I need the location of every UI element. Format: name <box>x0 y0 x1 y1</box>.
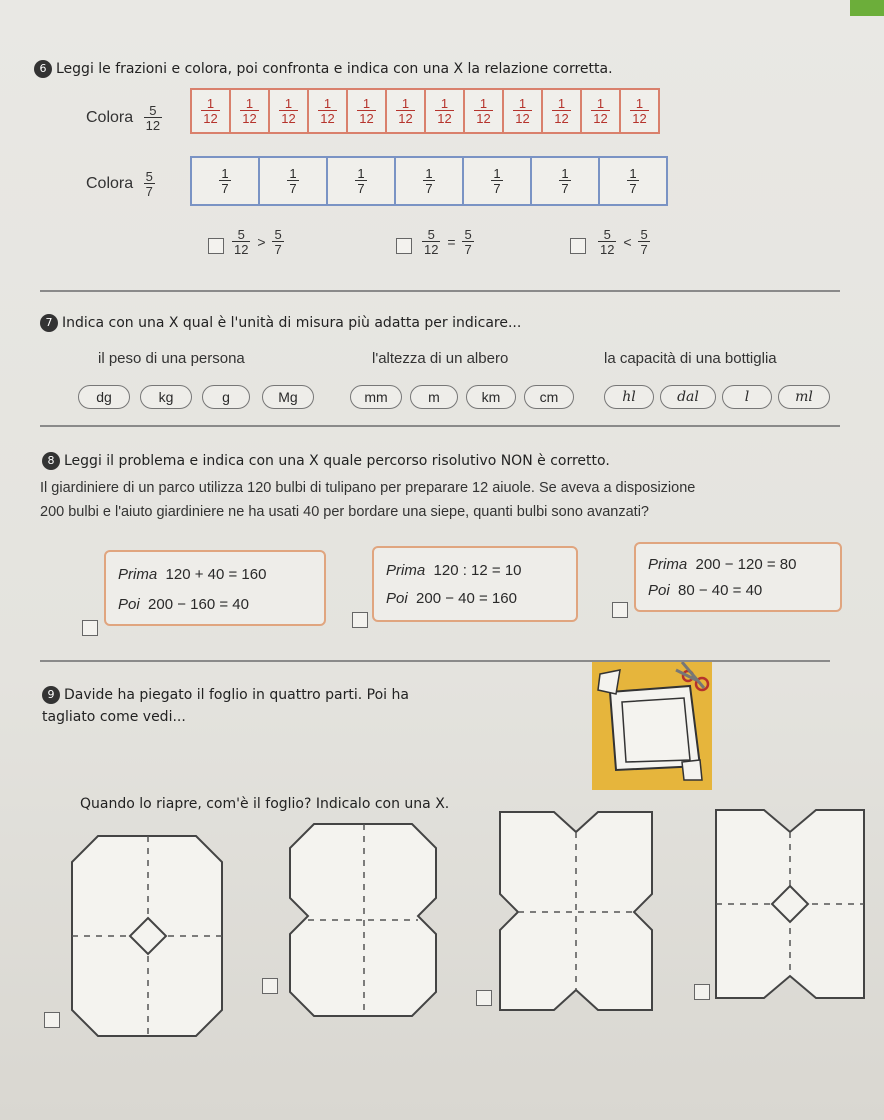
unit-fraction <box>279 97 297 125</box>
section-divider <box>40 290 840 292</box>
solution-checkbox-3[interactable] <box>612 602 628 618</box>
denominator: 12 <box>234 242 249 257</box>
twelfths-strip <box>190 88 658 134</box>
denominator: 12 <box>242 111 257 126</box>
fraction-b <box>638 228 649 256</box>
step-then <box>118 596 249 613</box>
denominator: 7 <box>629 181 637 196</box>
seventh-cell[interactable] <box>394 156 464 206</box>
numerator: 5 <box>427 227 435 242</box>
unit-option-capacity[interactable]: hl <box>604 385 654 409</box>
target-fraction-12 <box>144 104 162 132</box>
denominator: 7 <box>425 181 433 196</box>
problem-line-1: Il giardiniere di un parco utilizza 120 bulbi di tulipano per preparare 12 aiuole. Se aveva a disposizione <box>40 480 696 496</box>
denominator: 12 <box>437 111 452 126</box>
step-expression: 120 + 40 = 160 <box>165 566 267 583</box>
step-expression: 80 − 40 = 40 <box>678 582 763 599</box>
step-label: Poi <box>118 596 140 613</box>
twelfth-cell[interactable] <box>346 88 387 134</box>
numerator: 1 <box>479 96 488 111</box>
unit-fraction <box>591 97 609 125</box>
category-capacity: la capacità di una bottiglia <box>604 350 777 367</box>
numerator: 5 <box>149 103 157 118</box>
denominator: 12 <box>281 111 296 126</box>
twelfth-cell[interactable] <box>190 88 231 134</box>
unit-fraction <box>559 167 570 195</box>
twelfth-cell[interactable] <box>463 88 504 134</box>
exercise-number-badge: 9 <box>42 686 60 704</box>
unit-option-weight[interactable]: kg <box>140 385 192 409</box>
exercise-number-badge: 7 <box>40 314 58 332</box>
unit-option-length[interactable]: mm <box>350 385 402 409</box>
denominator: 12 <box>203 111 218 126</box>
unit-option-length[interactable]: cm <box>524 385 574 409</box>
unit-fraction <box>357 97 375 125</box>
unit-option-weight[interactable]: g <box>202 385 250 409</box>
denominator: 12 <box>398 111 413 126</box>
unit-fraction <box>435 97 453 125</box>
unit-option-capacity[interactable]: l <box>722 385 772 409</box>
compare-checkbox-equal[interactable] <box>396 238 412 254</box>
denominator: 7 <box>221 181 229 196</box>
step-first <box>118 566 266 583</box>
step-expression: 200 − 120 = 80 <box>695 556 797 573</box>
denominator: 7 <box>561 181 569 196</box>
twelfth-cell[interactable] <box>619 88 660 134</box>
unit-fraction <box>491 167 502 195</box>
fraction-b <box>462 228 473 256</box>
denominator: 7 <box>357 181 365 196</box>
seventh-cell[interactable] <box>598 156 668 206</box>
exercise-8-title: Leggi il problema e indica con una X quale percorso risolutivo NON è corretto. <box>64 453 610 469</box>
unit-fraction <box>201 97 219 125</box>
numerator: 1 <box>629 166 637 181</box>
unit-fraction <box>630 97 648 125</box>
numerator: 5 <box>274 227 282 242</box>
solution-checkbox-2[interactable] <box>352 612 368 628</box>
numerator: 5 <box>640 227 648 242</box>
numerator: 1 <box>596 96 605 111</box>
twelfth-cell[interactable] <box>385 88 426 134</box>
denominator: 12 <box>145 118 161 133</box>
shape-checkbox-c[interactable] <box>476 990 492 1006</box>
numerator: 1 <box>425 166 433 181</box>
step-first <box>648 556 796 573</box>
step-then <box>386 590 517 607</box>
step-label: Poi <box>648 582 670 599</box>
seventh-cell[interactable] <box>326 156 396 206</box>
numerator: 1 <box>440 96 449 111</box>
compare-option-equal <box>422 228 474 256</box>
numerator: 1 <box>518 96 527 111</box>
unit-fraction <box>627 167 638 195</box>
seventh-cell[interactable] <box>530 156 600 206</box>
denominator: 12 <box>320 111 335 126</box>
twelfth-cell[interactable] <box>541 88 582 134</box>
numerator: 1 <box>206 96 215 111</box>
colora-label-2 <box>86 170 155 198</box>
compare-option-less <box>598 228 650 256</box>
step-first <box>386 562 522 579</box>
shape-checkbox-b[interactable] <box>262 978 278 994</box>
unit-fraction <box>396 97 414 125</box>
denominator: 7 <box>493 181 501 196</box>
exercise-9-question: Quando lo riapre, com'è il foglio? Indicalo con una X. <box>80 796 450 812</box>
colora-text: Colora <box>86 175 134 193</box>
step-then <box>648 582 762 599</box>
numerator: 1 <box>289 166 297 181</box>
numerator: 1 <box>401 96 410 111</box>
denominator: 12 <box>515 111 530 126</box>
fraction-a <box>232 228 250 256</box>
denominator: 12 <box>554 111 569 126</box>
exercise-9-heading <box>42 684 409 728</box>
numerator: 1 <box>635 96 644 111</box>
numerator: 1 <box>284 96 293 111</box>
folded-paper-illustration <box>592 662 712 790</box>
numerator: 5 <box>603 227 611 242</box>
solution-checkbox-1[interactable] <box>82 620 98 636</box>
exercise-number-badge: 6 <box>34 60 52 78</box>
denominator: 7 <box>289 181 297 196</box>
colora-text: Colora <box>86 109 134 127</box>
target-fraction-7 <box>144 170 155 198</box>
unit-fraction <box>423 167 434 195</box>
category-height: l'altezza di un albero <box>372 350 509 367</box>
unit-option-capacity[interactable]: ml <box>778 385 830 409</box>
unit-fraction <box>318 97 336 125</box>
unit-fraction <box>287 167 298 195</box>
solution-box-1 <box>104 550 326 626</box>
numerator: 1 <box>245 96 254 111</box>
exercise-7-heading <box>40 314 521 332</box>
denominator: 7 <box>145 184 153 199</box>
numerator: 1 <box>357 166 365 181</box>
step-label: Poi <box>386 590 408 607</box>
answer-shape-c <box>496 808 656 1014</box>
twelfth-cell[interactable] <box>502 88 543 134</box>
numerator: 5 <box>145 169 153 184</box>
numerator: 1 <box>493 166 501 181</box>
category-weight: il peso di una persona <box>98 350 245 367</box>
unit-fraction <box>552 97 570 125</box>
exercise-number-badge: 8 <box>42 452 60 470</box>
step-expression: 120 : 12 = 10 <box>433 562 522 579</box>
denominator: 12 <box>593 111 608 126</box>
step-expression: 200 − 160 = 40 <box>148 596 249 613</box>
step-label: Prima <box>648 556 688 573</box>
unit-option-weight[interactable]: dg <box>78 385 130 409</box>
numerator: 1 <box>561 166 569 181</box>
denominator: 7 <box>274 242 282 257</box>
answer-shape-a <box>68 832 226 1040</box>
numerator: 5 <box>237 227 245 242</box>
exercise-6-heading <box>34 60 613 78</box>
twelfth-cell[interactable] <box>307 88 348 134</box>
denominator: 12 <box>476 111 491 126</box>
denominator: 12 <box>600 242 615 257</box>
operator: < <box>623 234 632 250</box>
step-expression: 200 − 40 = 160 <box>416 590 517 607</box>
answer-shape-b <box>286 820 440 1020</box>
exercise-9-title-line-1: Davide ha piegato il foglio in quattro parti. Poi ha <box>64 687 409 703</box>
compare-checkbox-greater[interactable] <box>208 238 224 254</box>
answer-shape-d <box>712 806 868 1002</box>
numerator: 1 <box>362 96 371 111</box>
operator: > <box>257 234 266 250</box>
exercise-9-title-line-2: tagliato come vedi... <box>42 709 186 725</box>
twelfth-cell[interactable] <box>268 88 309 134</box>
compare-option-greater <box>232 228 284 256</box>
sevenths-strip <box>190 156 666 206</box>
unit-option-capacity[interactable]: dal <box>660 385 716 409</box>
denominator: 7 <box>464 242 472 257</box>
unit-option-length[interactable]: m <box>410 385 458 409</box>
twelfth-cell[interactable] <box>229 88 270 134</box>
problem-line-2: 200 bulbi e l'aiuto giardiniere ne ha usati 40 per bordare una siepe, quanti bulbi sono avanzati? <box>40 504 649 520</box>
compare-checkbox-less[interactable] <box>570 238 586 254</box>
shape-checkbox-d[interactable] <box>694 984 710 1000</box>
unit-option-length[interactable]: km <box>466 385 516 409</box>
denominator: 12 <box>632 111 647 126</box>
scissors-folded-paper-icon <box>592 662 712 790</box>
numerator: 1 <box>557 96 566 111</box>
solution-box-3 <box>634 542 842 612</box>
unit-fraction <box>240 97 258 125</box>
denominator: 7 <box>640 242 648 257</box>
seventh-cell[interactable] <box>462 156 532 206</box>
twelfth-cell[interactable] <box>580 88 621 134</box>
numerator: 1 <box>221 166 229 181</box>
step-label: Prima <box>386 562 426 579</box>
twelfth-cell[interactable] <box>424 88 465 134</box>
colora-label-1 <box>86 104 162 132</box>
unit-option-weight[interactable]: Mg <box>262 385 314 409</box>
unit-fraction <box>355 167 366 195</box>
unit-fraction <box>474 97 492 125</box>
exercise-7-title: Indica con una X qual è l'unità di misura più adatta per indicare... <box>62 315 522 331</box>
exercise-8-heading <box>42 452 610 470</box>
fraction-a <box>422 228 440 256</box>
shape-checkbox-a[interactable] <box>44 1012 60 1028</box>
fraction-a <box>598 228 616 256</box>
step-label: Prima <box>118 566 158 583</box>
problem-text <box>40 476 860 524</box>
numerator: 5 <box>464 227 472 242</box>
fraction-b <box>272 228 283 256</box>
denominator: 12 <box>424 242 439 257</box>
unit-fraction <box>513 97 531 125</box>
operator: = <box>447 234 456 250</box>
section-divider <box>40 425 840 427</box>
numerator: 1 <box>323 96 332 111</box>
unit-fraction <box>219 167 230 195</box>
corner-tab <box>850 0 884 16</box>
seventh-cell[interactable] <box>258 156 328 206</box>
denominator: 12 <box>359 111 374 126</box>
solution-box-2 <box>372 546 578 622</box>
exercise-6-title: Leggi le frazioni e colora, poi confronta e indica con una X la relazione corretta. <box>56 61 613 77</box>
seventh-cell[interactable] <box>190 156 260 206</box>
